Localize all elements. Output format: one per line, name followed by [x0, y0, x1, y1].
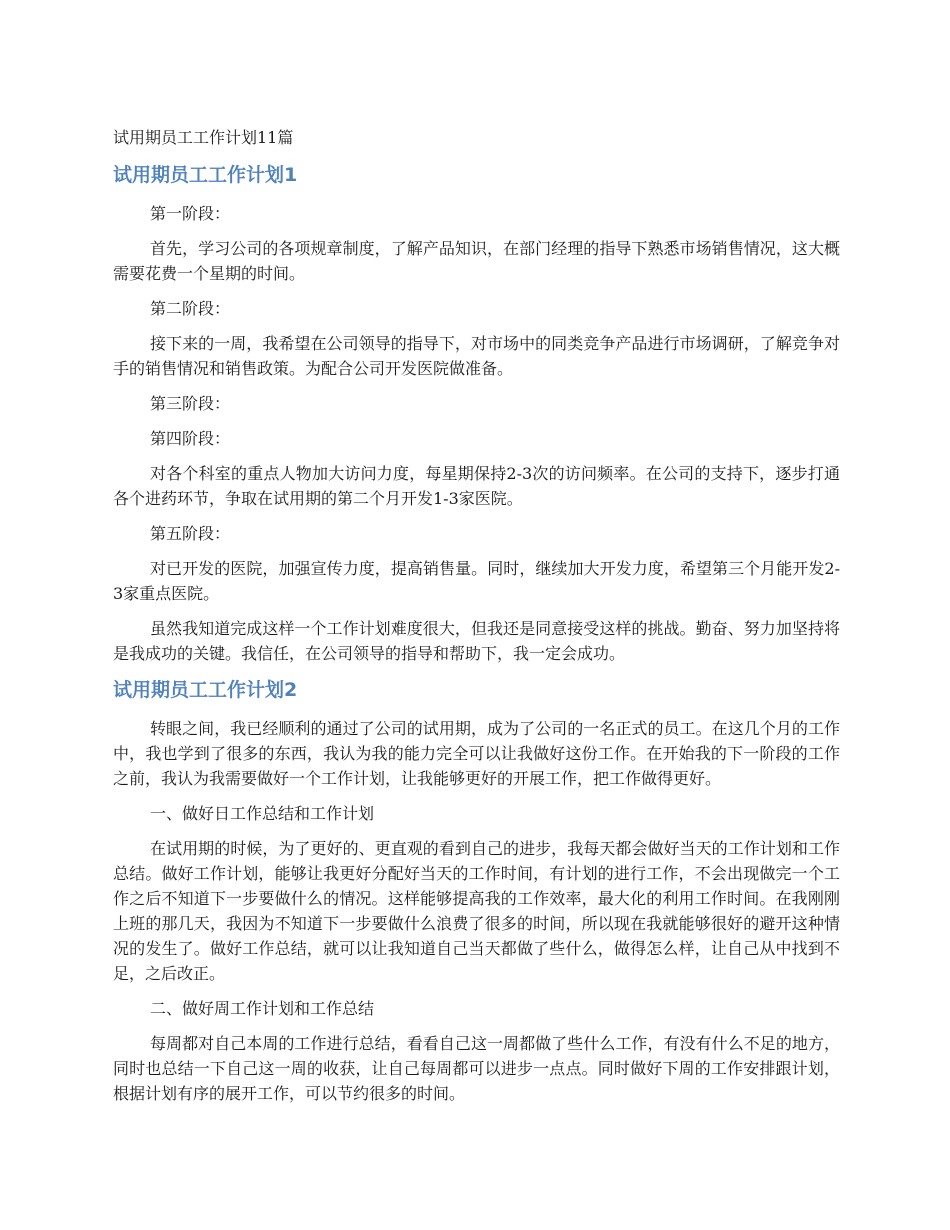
- section-heading: 试用期员工工作计划1: [113, 164, 298, 186]
- paragraph: 每周都对自己本周的工作进行总结，看看自己这一周都做了些什么工作，有没有什么不足的地方，同时也总结一下自己这一周的收获，让自己每周都可以进步一点点。同时做好下周的工作安排跟计划，根据计划有序的展开工作，可以节约很多的时间。: [113, 1034, 840, 1103]
- document-page: [113, 125, 840, 1116]
- paragraph: 对已开发的医院，加强宣传力度，提高销售量。同时，继续加大开发力度，希望第三个月能开发2-3家重点医院。: [113, 559, 840, 603]
- paragraph: 第三阶段：: [150, 394, 231, 413]
- section-heading: 试用期员工工作计划2: [113, 679, 298, 701]
- paragraph: 第二阶段：: [150, 299, 231, 318]
- paragraph: 二、做好周工作计划和工作总结: [150, 999, 375, 1018]
- paragraph: 转眼之间，我已经顺利的通过了公司的试用期，成为了公司的一名正式的员工。在这几个月的工作中，我也学到了很多的东西，我认为我的能力完全可以让我做好这份工作。在开始我的下一阶段的工作之前，我认为我需要做好一个工作计划，让我能够更好的开展工作，把工作做得更好。: [113, 719, 840, 788]
- paragraph: 虽然我知道完成这样一个工作计划难度很大，但我还是同意接受这样的挑战。勤奋、努力加坚持将是我成功的关键。我信任，在公司领导的指导和帮助下，我一定会成功。: [113, 619, 840, 663]
- paragraph: 接下来的一周，我希望在公司领导的指导下，对市场中的同类竞争产品进行市场调研，了解竞争对手的销售情况和销售政策。为配合公司开发医院做准备。: [113, 334, 840, 378]
- paragraph: 首先，学习公司的各项规章制度，了解产品知识，在部门经理的指导下熟悉市场销售情况，这大概需要花费一个星期的时间。: [113, 239, 840, 283]
- section-1: [113, 161, 840, 666]
- paragraph: 第五阶段：: [150, 524, 231, 543]
- paragraph: 第一阶段：: [150, 204, 231, 223]
- paragraph: 在试用期的时候，为了更好的、更直观的看到自己的进步，我每天都会做好当天的工作计划和工作总结。做好工作计划，能够让我更好分配好当天的工作时间，有计划的进行工作，不会出现做完一个工作之后不知道下一步要做什么的情况。这样能够提高我的工作效率，最大化的利用工作时间。在我刚刚上班的那几天，我因为不知道下一步要做什么浪费了很多的时间，所以现在我就能够很好的避开这种情况的发生了。做好工作总结，就可以让我知道自己当天都做了些什么，做得怎么样，让自己从中找到不足，之后改正。: [113, 839, 840, 983]
- paragraph: 第四阶段：: [150, 429, 231, 448]
- document-title: 试用期员工工作计划11篇: [113, 128, 294, 147]
- section-2: [113, 676, 840, 1106]
- paragraph: 对各个科室的重点人物加大访问力度，每星期保持2-3次的访问频率。在公司的支持下，逐步打通各个进药环节，争取在试用期的第二个月开发1-3家医院。: [113, 464, 840, 508]
- paragraph: 一、做好日工作总结和工作计划: [150, 804, 375, 823]
